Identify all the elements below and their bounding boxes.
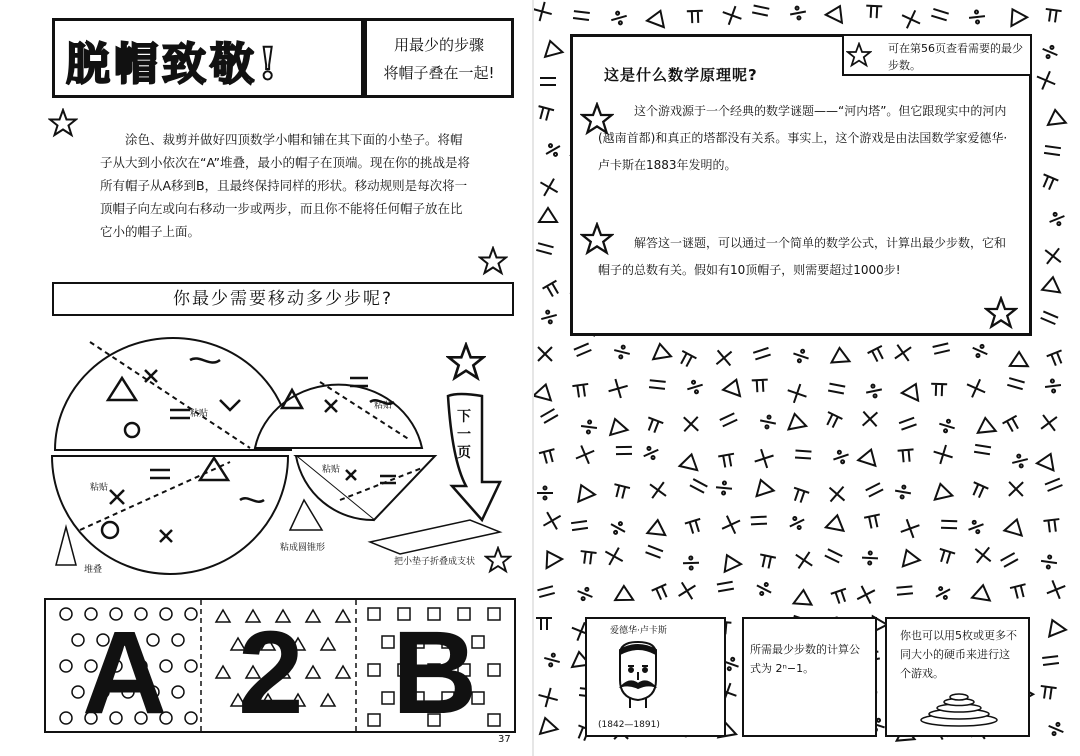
pattern-symbol — [536, 243, 553, 254]
pattern-symbol — [751, 517, 767, 525]
pattern-symbol — [972, 584, 992, 601]
pattern-symbol — [540, 309, 559, 326]
pattern-symbol — [1039, 686, 1057, 700]
pattern-symbol — [647, 519, 666, 535]
hat-template-1 — [55, 338, 291, 450]
pattern-symbol — [541, 409, 558, 423]
pattern-symbol — [615, 586, 633, 600]
pattern-symbol — [649, 380, 666, 389]
intro-paragraph: 涂色、裁剪并做好四顶数学小帽和铺在其下面的小垫子。将帽子从大到小依次在“A”堆叠，最小的帽子在顶端。现在你的挑战是将所有帽子从A移到B，且最终保持同样的形状。移动规则是每次将一顶帽子向左或向右移动一步或两步，而且你不能将任何帽子放在比它小的帽子上面。 — [100, 132, 470, 239]
pattern-symbol — [612, 484, 630, 500]
stack-label: 堆叠 — [84, 565, 103, 575]
paste-label: 粘贴 — [90, 483, 109, 493]
next-page-char: 下 — [457, 409, 471, 425]
pattern-symbol — [720, 413, 737, 426]
pattern-symbol — [537, 487, 553, 500]
pattern-symbol — [828, 384, 845, 394]
pattern-symbol — [966, 518, 986, 536]
pattern-symbol — [1044, 9, 1062, 23]
info-paragraph-2 — [598, 230, 1008, 284]
pattern-symbol — [1001, 553, 1018, 567]
pattern-symbol — [580, 420, 597, 435]
pattern-symbol — [1047, 580, 1065, 598]
pattern-symbol — [1044, 379, 1061, 394]
pattern-symbol — [968, 10, 985, 25]
pattern-symbol — [652, 584, 671, 601]
pattern-symbol — [1040, 554, 1058, 569]
pattern-symbol — [609, 379, 628, 398]
pattern-symbol — [650, 482, 666, 498]
pattern-symbol — [896, 586, 913, 594]
pattern-symbol — [722, 516, 740, 534]
mat-number-2: 2 — [238, 607, 304, 739]
pattern-symbol — [759, 414, 777, 430]
pattern-symbol — [831, 448, 850, 466]
pattern-symbol — [717, 582, 734, 592]
pattern-symbol — [1037, 71, 1055, 89]
pattern-symbol — [937, 417, 956, 434]
star-icon — [984, 296, 1018, 330]
pattern-symbol — [543, 140, 563, 159]
pattern-symbol — [616, 447, 632, 454]
pattern-symbol — [1046, 109, 1066, 125]
pattern-symbol — [1011, 453, 1030, 469]
pattern-symbol — [1046, 720, 1066, 738]
pattern-symbol — [679, 582, 696, 599]
pattern-symbol — [795, 450, 811, 458]
pattern-symbol — [576, 446, 594, 464]
pattern-symbol — [941, 521, 957, 529]
page-number: 37 — [498, 734, 511, 745]
pattern-symbol — [895, 345, 911, 361]
paragraph-text: 这个游戏源于一个经典的数学谜题——“河内塔”。但它跟现实中的河内(越南首都)和真正的塔都没有关系。事实上，这个游戏是由法国数学家爱德华·卢卡斯在1883年发明的。 — [598, 104, 1008, 172]
pattern-symbol — [831, 589, 850, 606]
section-heading: 这是什么数学原理呢? — [604, 66, 758, 84]
pattern-symbol — [541, 39, 562, 57]
paste-label: 粘贴 — [322, 465, 341, 475]
pattern-symbol — [794, 589, 813, 604]
pattern-symbol — [1041, 311, 1058, 324]
pattern-symbol — [858, 447, 879, 466]
coin-stack-icon — [918, 688, 1000, 728]
pattern-symbol — [683, 556, 699, 570]
pattern-symbol — [685, 519, 704, 535]
pattern-symbol — [1010, 584, 1028, 600]
coin-tip-text: 你也可以用5枚或更多不同大小的硬币来进行这个游戏。 — [900, 629, 1017, 680]
pattern-symbol — [684, 417, 698, 431]
pattern-symbol — [719, 551, 741, 571]
pattern-symbol — [1042, 276, 1062, 292]
pattern-symbol — [857, 586, 875, 604]
pattern-symbol — [830, 487, 845, 502]
pattern-symbol — [969, 482, 988, 499]
pattern-symbol — [1047, 350, 1066, 367]
pattern-symbol — [787, 514, 807, 533]
fold-label: 把小垫子折叠成支状 — [394, 557, 476, 567]
pattern-symbol — [540, 78, 556, 85]
pattern-symbol — [716, 350, 731, 365]
star-icon — [478, 246, 508, 276]
pattern-symbol — [539, 208, 557, 222]
pattern-symbol — [543, 652, 562, 669]
pattern-symbol — [862, 551, 879, 565]
pattern-symbol — [646, 546, 663, 558]
pattern-symbol — [723, 6, 742, 25]
pattern-symbol — [753, 348, 770, 360]
pattern-symbol — [543, 512, 560, 529]
pattern-symbol — [831, 347, 850, 362]
paragraph-text: 解答这一谜题，可以通过一个简单的数学公式，计算出最少步数，它和帽子的总数有关。假如有10顶帽子，则需要超过1000步! — [598, 236, 1007, 277]
pattern-symbol — [1009, 482, 1023, 496]
portrait-name: 爱德华·卢卡斯 — [610, 626, 667, 636]
pattern-symbol — [1042, 656, 1059, 665]
pattern-symbol — [534, 2, 552, 21]
star-icon — [48, 108, 78, 138]
pattern-symbol — [790, 488, 809, 505]
pattern-symbol — [651, 343, 671, 360]
pattern-symbol — [931, 384, 947, 397]
pattern-symbol — [1039, 174, 1058, 191]
pattern-symbol — [898, 547, 920, 566]
pattern-symbol — [902, 380, 924, 400]
pattern-symbol — [868, 346, 888, 364]
next-page-label[interactable] — [454, 408, 474, 462]
pattern-symbol — [899, 418, 916, 430]
pattern-symbol — [543, 281, 563, 299]
pattern-symbol — [1005, 5, 1028, 26]
pattern-symbol — [898, 449, 915, 462]
pattern-symbol — [826, 514, 846, 531]
pattern-symbol — [1044, 617, 1066, 637]
subtitle-box — [364, 18, 514, 98]
pattern-symbol — [605, 548, 622, 565]
pattern-symbol — [789, 5, 807, 21]
pattern-symbol — [786, 412, 806, 429]
pattern-symbol — [723, 377, 745, 396]
pattern-symbol — [535, 106, 554, 122]
pattern-symbol — [539, 449, 558, 465]
pattern-symbol — [573, 11, 590, 20]
edouard-lucas-portrait — [610, 640, 666, 710]
pattern-symbol — [571, 521, 588, 530]
pattern-symbol — [866, 6, 883, 19]
pattern-symbol — [537, 586, 554, 597]
pattern-symbol — [1044, 146, 1061, 155]
pattern-symbol — [687, 11, 703, 24]
formula-text: 所需最少步数的计算公式为 2ⁿ−1。 — [750, 643, 860, 675]
next-page-char: 一 — [457, 427, 471, 443]
pattern-symbol — [1040, 43, 1060, 61]
pattern-symbol — [680, 452, 701, 470]
pattern-symbol — [901, 519, 920, 538]
mat-letter-b: B — [392, 607, 478, 739]
pattern-symbol — [574, 343, 591, 356]
pattern-symbol — [933, 584, 953, 603]
pattern-symbol — [931, 9, 948, 20]
pattern-symbol — [540, 547, 563, 568]
star-icon — [846, 42, 872, 68]
pattern-symbol — [936, 549, 955, 565]
intro-text — [100, 128, 470, 243]
pattern-symbol — [902, 10, 920, 28]
subtitle-line-1: 用最少的步骤 — [393, 36, 484, 54]
info-paragraph-1 — [598, 98, 1008, 179]
subtitle-line-2: 将帽子叠在一起! — [383, 64, 495, 82]
pattern-symbol — [715, 481, 732, 495]
pattern-symbol — [823, 412, 843, 430]
cone-label: 粘成圆锥形 — [280, 543, 326, 553]
pattern-symbol — [538, 347, 552, 361]
pattern-symbol — [1045, 248, 1061, 264]
pattern-symbol — [647, 8, 669, 28]
pattern-symbol — [752, 477, 773, 496]
paste-label: 粘贴 — [190, 409, 209, 419]
pattern-symbol — [863, 412, 878, 427]
pattern-symbol — [796, 552, 812, 568]
pattern-symbol — [934, 445, 953, 464]
question-banner: 你最少需要移动多少步呢? — [52, 282, 514, 316]
pattern-symbol — [606, 417, 627, 435]
next-page-char: 页 — [457, 445, 471, 461]
pattern-symbol — [608, 518, 628, 537]
pattern-symbol — [610, 10, 629, 27]
pattern-symbol — [826, 2, 848, 22]
pattern-symbol — [754, 580, 774, 599]
pattern-symbol — [1004, 517, 1025, 535]
pattern-symbol — [536, 618, 552, 630]
page-title: 脱帽致敬! — [66, 39, 282, 90]
pattern-symbol — [1047, 210, 1067, 228]
pattern-symbol — [788, 384, 807, 403]
pattern-symbol — [641, 444, 661, 462]
pattern-symbol — [613, 344, 632, 360]
pattern-symbol — [1007, 378, 1024, 389]
pattern-symbol — [752, 380, 769, 393]
pattern-symbol — [791, 347, 810, 365]
pattern-symbol — [1041, 415, 1057, 431]
pattern-symbol — [536, 716, 557, 734]
pattern-symbol — [933, 343, 950, 353]
mat-letter-a: A — [82, 607, 168, 739]
pattern-symbol — [1043, 519, 1060, 533]
pattern-symbol — [1003, 416, 1023, 434]
pattern-symbol — [865, 383, 883, 399]
pattern-symbol — [864, 514, 882, 529]
pattern-symbol — [758, 554, 776, 569]
pattern-symbol — [718, 454, 736, 469]
pattern-symbol — [573, 482, 595, 502]
pattern-symbol — [825, 549, 842, 562]
pattern-symbol — [575, 585, 595, 603]
pattern-symbol — [579, 551, 596, 565]
pattern-symbol — [970, 342, 990, 360]
pattern-symbol — [677, 351, 697, 369]
hat-template-3 — [52, 456, 288, 574]
pattern-symbol — [539, 688, 558, 707]
pattern-symbol — [894, 484, 912, 500]
paste-label: 粘贴 — [374, 401, 393, 411]
pattern-symbol — [540, 179, 557, 196]
pattern-symbol — [644, 417, 663, 434]
pattern-symbol — [967, 379, 985, 397]
pattern-symbol — [974, 445, 991, 454]
pattern-symbol — [932, 482, 953, 500]
pattern-symbol — [1010, 352, 1028, 366]
pattern-symbol — [866, 483, 883, 497]
pattern-symbol — [1037, 450, 1059, 470]
pattern-symbol — [685, 378, 704, 395]
pattern-symbol — [690, 479, 707, 493]
pattern-symbol — [752, 5, 769, 15]
answer-note-text: 可在第56页查看需要的最少步数。 — [888, 42, 1023, 72]
pattern-symbol — [975, 547, 990, 562]
pattern-symbol — [572, 384, 590, 398]
pattern-symbol — [976, 417, 995, 433]
portrait-years: (1842—1891) — [598, 720, 660, 730]
pattern-symbol — [534, 382, 554, 400]
pattern-symbol — [1045, 479, 1062, 491]
pattern-symbol — [755, 449, 774, 468]
